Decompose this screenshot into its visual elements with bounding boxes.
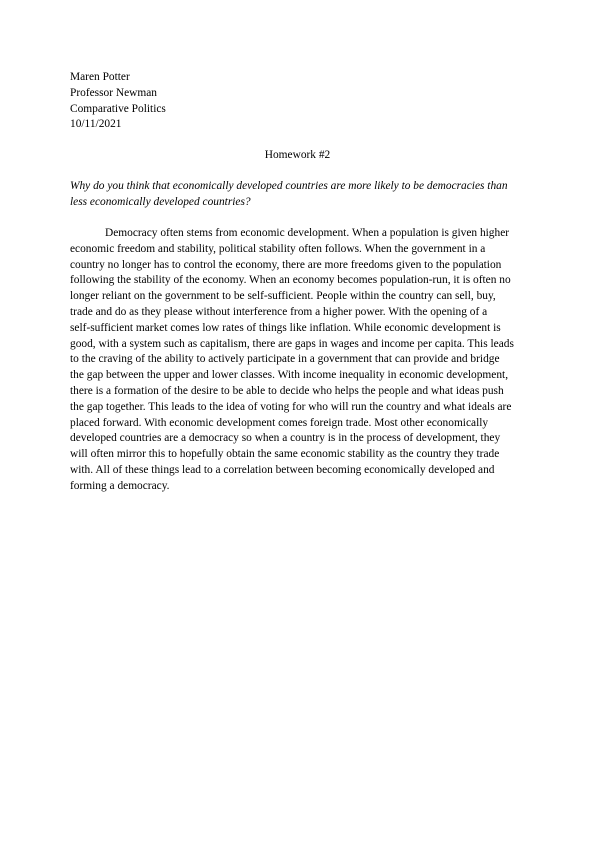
body-line: forming a democracy. (70, 479, 170, 492)
body-line: with. All of these things lead to a correlation between becoming economically developed and (70, 463, 495, 476)
body-line: the gap between the upper and lower classes. With income inequality in economic development, (70, 369, 509, 382)
professor-name: Professor Newman (70, 86, 157, 99)
body-line: self-sufficient market comes low rates of things like inflation. While economic development is (70, 321, 501, 334)
body-line: good, with a system such as capitalism, there are gaps in wages and income per capita. This leads (70, 337, 514, 350)
body-line: placed forward. With economic development comes foreign trade. Most other economically (70, 416, 489, 429)
essay-body (70, 226, 530, 495)
prompt-line: less economically developed countries? (70, 195, 251, 208)
student-name: Maren Potter (70, 71, 130, 83)
body-line: Democracy often stems from economic development. When a population is given higher (105, 227, 510, 239)
course-name: Comparative Politics (70, 102, 166, 115)
body-line: the gap together. This leads to the idea of voting for who will run the country and what ideals are (70, 400, 512, 413)
body-line: developed countries are a democracy so when a country is in the process of development, they (70, 432, 501, 445)
body-line: there is a formation of the desire to be able to decide who helps the people and what ideas push (70, 384, 504, 397)
body-line: longer reliant on the government to be self-sufficient. People within the country can sell, buy, (70, 290, 496, 303)
document-title: Homework #2 (264, 149, 331, 161)
body-line: country no longer has to control the economy, there are more freedoms given to the population (70, 258, 502, 271)
date: 10/11/2021 (70, 118, 122, 131)
prompt-line: Why do you think that economically developed countries are more likely to be democracies than (70, 180, 508, 192)
body-line: following the stability of the economy. When an economy becomes population-run, it is often no (70, 274, 511, 287)
body-line: trade and do as they please without interference from a higher power. With the opening of a (70, 305, 488, 318)
body-line: economic freedom and stability, political stability often follows. When the government in a (70, 242, 486, 255)
body-line: will often mirror this to hopefully obtain the same economic stability as the country they trade (70, 448, 500, 461)
assignment-prompt (70, 179, 530, 211)
body-line: to the craving of the ability to actively participate in a government that can provide and bridge (70, 353, 500, 366)
header-block (70, 70, 166, 133)
